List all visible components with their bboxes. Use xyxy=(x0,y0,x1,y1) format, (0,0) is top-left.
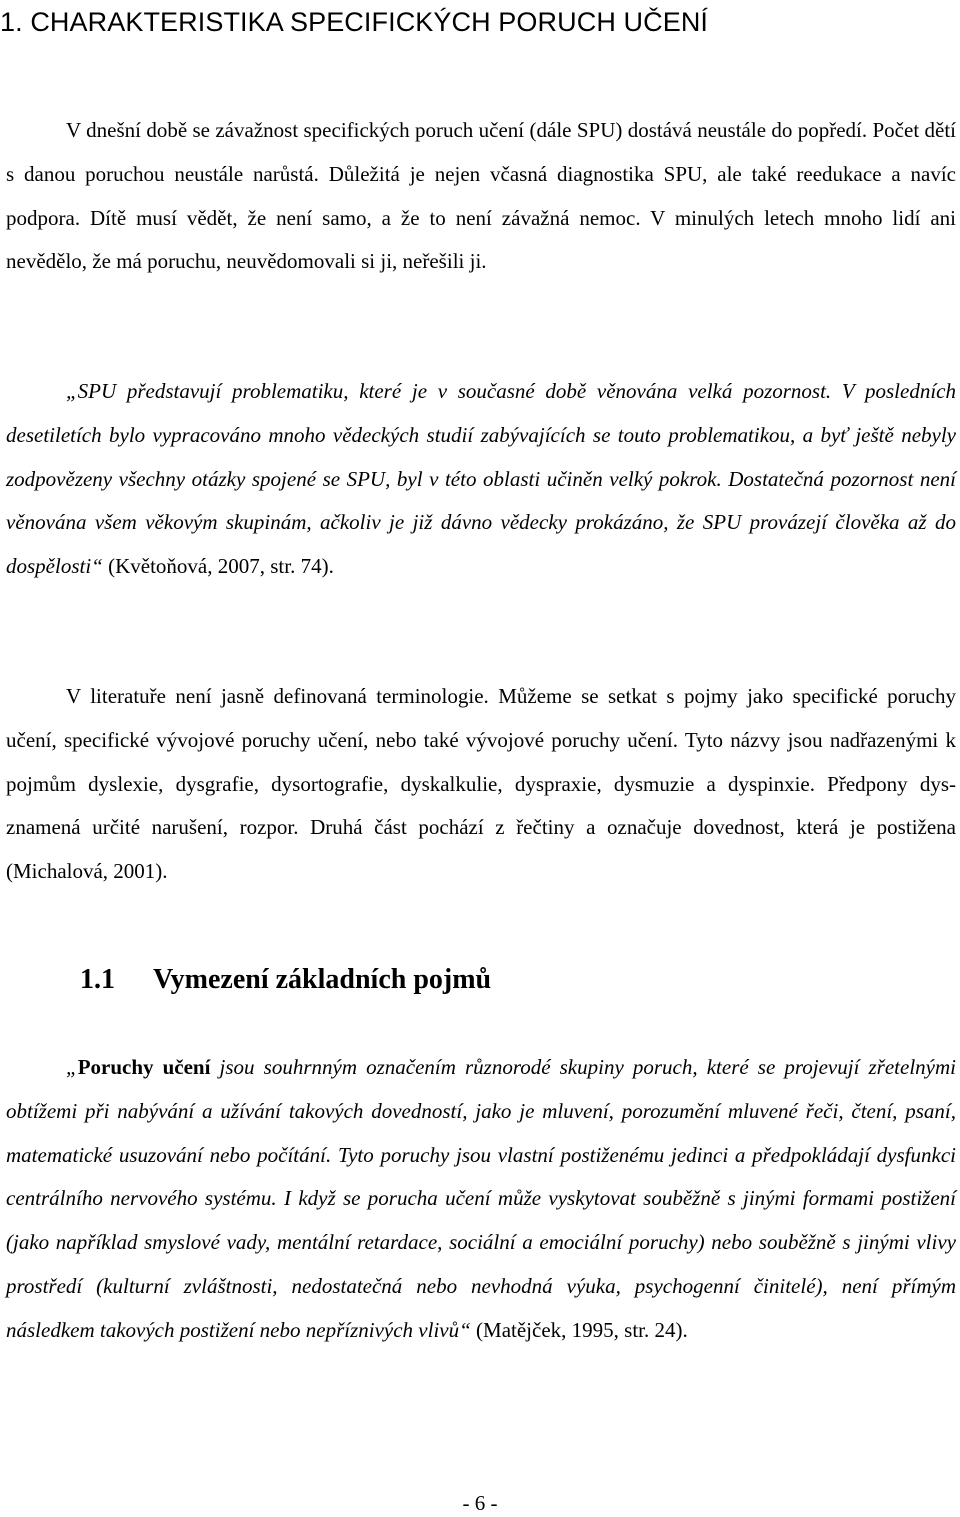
definition-open-quote: „ xyxy=(66,1055,78,1079)
section-heading xyxy=(80,958,491,1002)
paragraph-quote xyxy=(6,370,956,589)
section-number: 1.1 xyxy=(80,964,115,995)
section-title: Vymezení základních pojmů xyxy=(153,964,492,995)
quote-text: „SPU představují problematiku, které je v současné době věnována velká pozornost. V posledních desetiletích bylo vypracováno mnoho vědeckých studií zabývajících se touto problematikou, a byť ještě nebyly zodpovězeny všechny otázky spojené se SPU, byl v této oblasti učiněn velký pokrok. Dostatečná pozornost není věnována všem věkovým skupinám, ačkoliv je již dávno vědecky prokázáno, že SPU provázejí člověka až do dospělosti“ xyxy=(6,379,956,579)
chapter-title: 1. CHARAKTERISTIKA SPECIFICKÝCH PORUCH UČENÍ xyxy=(0,7,709,37)
paragraph-definition xyxy=(6,1046,956,1353)
quote-citation: (Květoňová, 2007, str. 74). xyxy=(102,554,334,579)
page-number: - 6 - xyxy=(462,1491,498,1515)
definition-text: jsou souhrnným označením různorodé skupiny poruch, které se projevují zřetelnými obtížemi při nabývání a užívání takových dovedností, jako je mluvení, porozumění mluvené řeči, čtení, psaní, matematické usuzování nebo počítání. Tyto poruchy jsou vlastní postiženému jedinci a předpokládají dysfunkci centrálního nervového systému. I když se porucha učení může vyskytovat souběžně s jinými formami postižení (jako například smyslové vady, mentální retardace, sociální a emociální poruchy) nebo souběžně s jinými vlivy prostředí (kulturní zvláštnosti, nedostatečná nebo nevhodná výuka, psychogenní činitelé), není přímým následkem takových postižení nebo nepříznivých vlivů“ xyxy=(6,1055,956,1342)
paragraph-terminology-text: V literatuře není jasně definovaná terminologie. Můžeme se setkat s pojmy jako specifické poruchy učení, specifické vývojové poruchy učení, nebo také vývojové poruchy učení. Tyto názvy jsou nadřazenými k pojmům dyslexie, dysgrafie, dysortografie, dyskalkulie, dyspraxie, dysmuzie a dyspinxie. Předpony dys- znamená určité narušení, rozpor. Druhá část pochází z řečtiny a označuje dovednost, která je postižena (Michalová, 2001). xyxy=(6,684,956,884)
paragraph-intro xyxy=(6,109,956,284)
paragraph-intro-text: V dnešní době se závažnost specifických poruch učení (dále SPU) dostává neustále do popředí. Počet dětí s danou poruchou neustále narůstá. Důležitá je nejen včasná diagnostika SPU, ale také reedukace a navíc podpora. Dítě musí vědět, že není samo, a že to není závažná nemoc. V minulých letech mnoho lidí ani nevědělo, že má poruchu, neuvědomovali si ji, neřešili ji. xyxy=(6,118,956,274)
definition-term: Poruchy učení xyxy=(77,1055,211,1079)
definition-citation: (Matějček, 1995, str. 24). xyxy=(470,1317,688,1342)
paragraph-terminology xyxy=(6,675,956,894)
